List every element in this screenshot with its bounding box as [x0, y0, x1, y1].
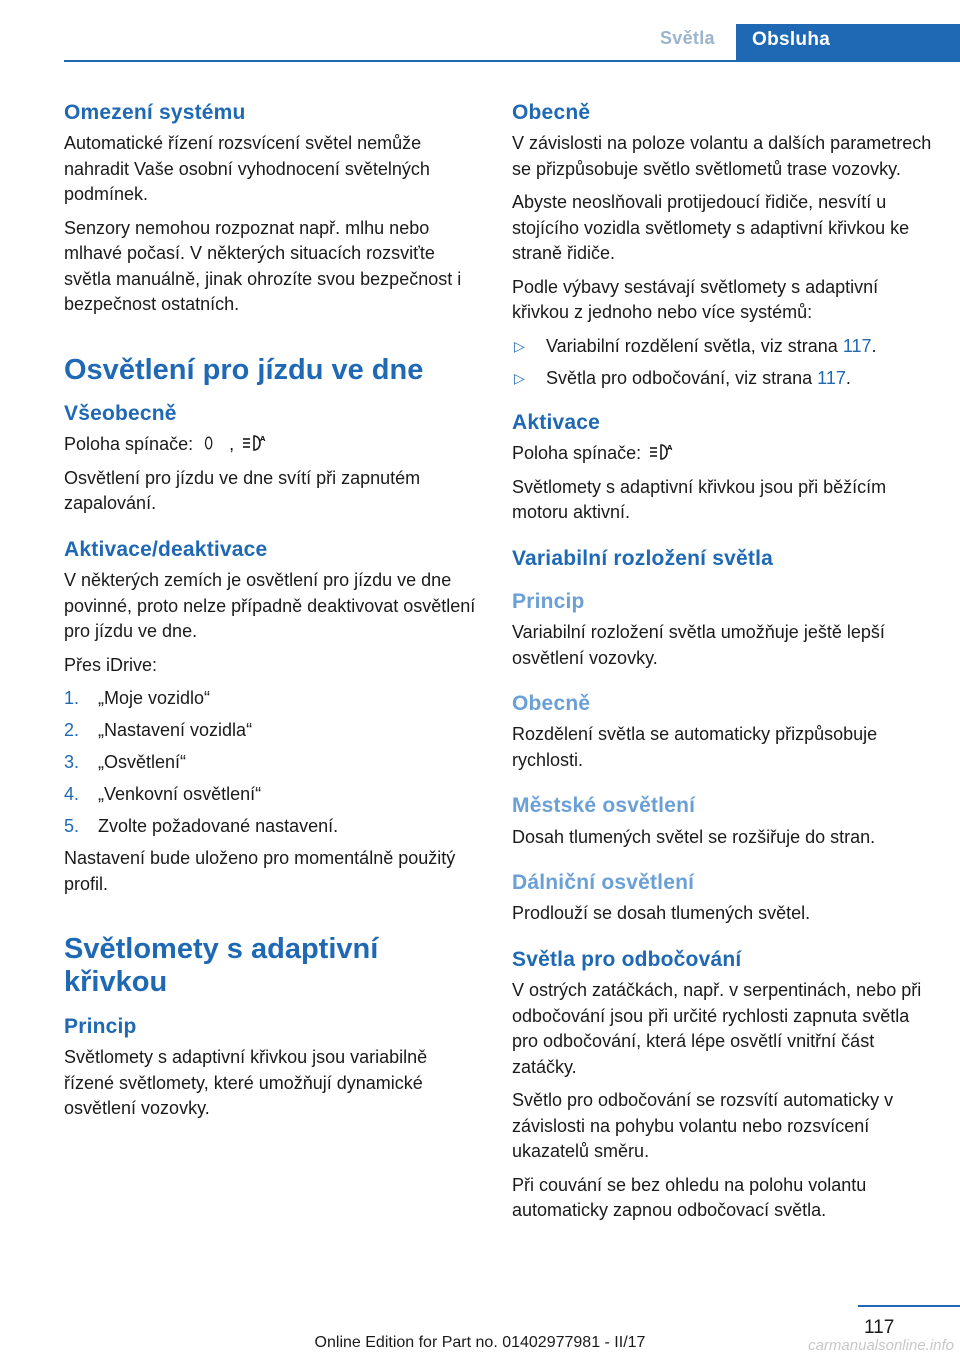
right-column [512, 100, 932, 1232]
page-link[interactable]: 117 [842, 335, 872, 356]
switch-position-label: Poloha spínače: [512, 443, 642, 463]
footer-rule [858, 1305, 960, 1307]
heading-general: Všeobecně [64, 402, 177, 426]
paragraph: Nastavení bude uloženo pro momentálně použitý profil. [64, 848, 456, 894]
paragraph: Automatické řízení rozsvícení světel nemůže nahradit Vaše osobní vyhodnocení světelných podmínek. [64, 133, 430, 205]
paragraph: Abyste neoslňovali protijedoucí řidiče, nesvítí u stojícího vozidla světlomety s adaptivní křivkou ke straně řidiče. [512, 192, 910, 264]
paragraph: Senzory nemohou rozpoznat např. mlhu nebo mlhavé počasí. V některých situacích rozsviťte světla manuálně, jinak ohrozíte svou bezpečnost i bezpečnost ostatních. [64, 217, 462, 315]
paragraph: Světlomety s adaptivní křivkou jsou variabilně řízené světlomety, které umožňují dynamické osvětlení vozovky. [64, 1047, 428, 1119]
paragraph: Přes iDrive: [64, 654, 158, 675]
systems-list [512, 334, 932, 391]
chapter-tab-label: Obsluha [752, 29, 831, 50]
paragraph: Světlo pro odbočování se rozsvítí automaticky v závislosti na pohybu volantu nebo rozsvícení ukazatelů směru. [512, 1090, 894, 1161]
paragraph: V některých zemích je osvětlení pro jízdu ve dne povinné, proto nelze případně deaktivovat osvětlení pro jízdu ve dne. [64, 570, 476, 642]
idrive-steps-list [64, 686, 478, 839]
paragraph: Podle výbavy sestávají světlomety s adaptivní křivkou z jednoho nebo více systémů: [512, 276, 879, 323]
section-tab[interactable]: Světla [660, 28, 715, 48]
paragraph: V závislosti na poloze volantu a dalších parametrech se přizpůsobuje světlo světlometů trase vozovky. [512, 133, 932, 179]
paragraph: Rozdělení světla se automaticky přizpůsobuje rychlosti. [512, 724, 878, 770]
heading-principle: Princip [64, 1014, 137, 1038]
paragraph: Při couvání se bez ohledu na polohu volantu automaticky zapnou odbočovací světla. [512, 1174, 867, 1220]
chapter-tab[interactable] [736, 24, 960, 62]
svg-text:A: A [667, 444, 673, 452]
list-item: 2. „Nastavení vozidla“ [64, 720, 253, 741]
paragraph: Dosah tlumených světel se rozšiřuje do stran. [512, 826, 876, 847]
list-item: ▷ Světla pro odbočování, viz strana 117. [512, 366, 932, 391]
auto-headlight-icon [648, 442, 676, 462]
paragraph: Světlomety s adaptivní křivkou jsou při běžícím motoru aktivní. [512, 476, 887, 522]
left-column [64, 100, 478, 1130]
heading-daytime-lights: Osvětlení pro jízdu ve dne [64, 353, 424, 386]
edition-footer: Online Edition for Part no. 01402977981 - II/17 [314, 1334, 646, 1351]
heading-variable-light-distribution: Variabilní rozložení světla [512, 546, 773, 570]
paragraph: Osvětlení pro jízdu ve dne svítí při zapnutém zapalování. [64, 467, 421, 514]
paragraph: Prodlouží se dosah tlumených světel. [512, 903, 811, 924]
heading-general: Obecně [512, 692, 591, 715]
heading-principle: Princip [512, 589, 585, 613]
heading-general: Obecně [512, 101, 591, 124]
heading-activation-deactivation: Aktivace/deaktivace [64, 537, 268, 561]
watermark: carmanualsonline.info [808, 1337, 954, 1354]
heading-system-limits: Omezení systému [64, 101, 246, 124]
switch-position-0-icon [200, 433, 222, 453]
list-item: ▷ Variabilní rozdělení světla, viz strana 117. [512, 334, 932, 359]
heading-highway-lighting: Dálniční osvětlení [512, 871, 695, 894]
heading-activation: Aktivace [512, 410, 600, 434]
heading-cornering-lights: Světla pro odbočování [512, 947, 742, 971]
paragraph: Variabilní rozložení světla umožňuje ještě lepší osvětlení vozovky. [512, 622, 885, 668]
svg-text:A: A [260, 435, 266, 444]
triangle-bullet-icon: ▷ [514, 337, 525, 354]
triangle-bullet-icon: ▷ [514, 369, 525, 386]
heading-adaptive-headlights: Světlomety s adaptivní křivkou [64, 933, 379, 999]
auto-headlight-icon [241, 433, 269, 453]
list-item: 1. „Moje vozidlo“ [64, 688, 211, 709]
page-link[interactable]: 117 [817, 367, 846, 388]
list-item: 3. „Osvětlení“ [64, 752, 187, 773]
paragraph: V ostrých zatáčkách, např. v serpentinách, nebo při odbočování jsou při určité rychlosti zapnuta světla pro odbočování, která lépe osvětlí vnitřní část zatáčky. [512, 980, 922, 1077]
list-item: 5. Zvolte požadované nastavení. [64, 816, 339, 837]
switch-position-line [512, 441, 932, 467]
switch-position-label: Poloha spínače: [64, 434, 194, 455]
heading-city-lighting: Městské osvětlení [512, 794, 696, 818]
list-item: 4. „Venkovní osvětlení“ [64, 784, 262, 805]
page-number: 117 [864, 1317, 895, 1338]
switch-position-line: Poloha spínače: , A [64, 432, 478, 458]
